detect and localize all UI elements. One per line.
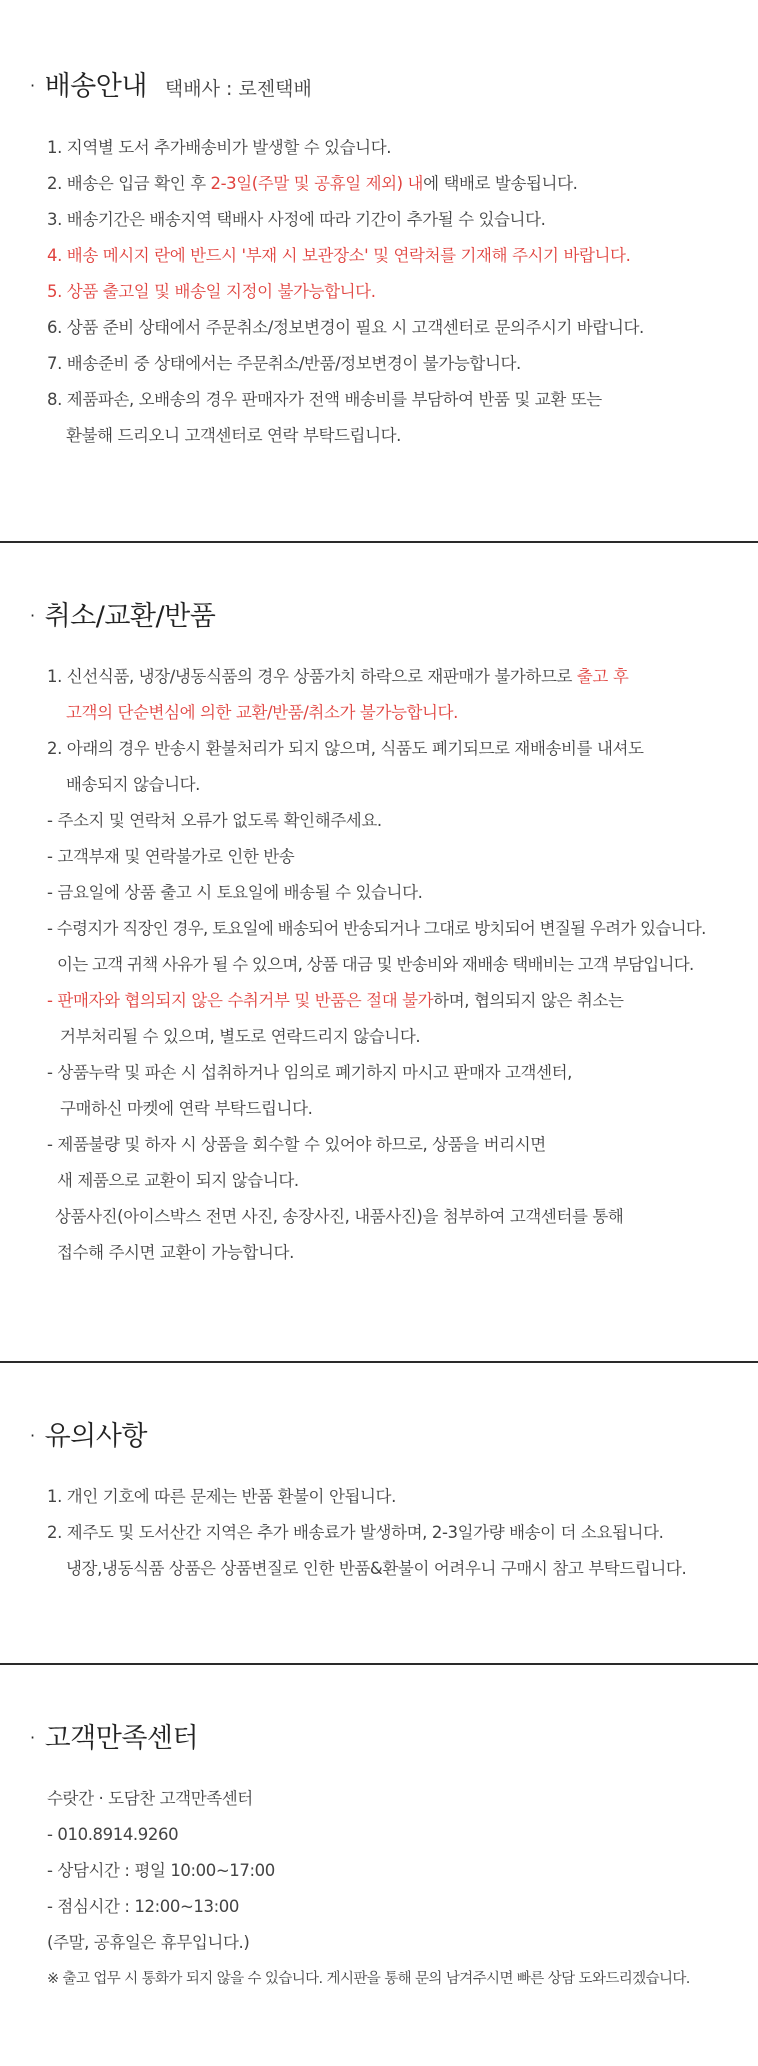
returns-line-1-pre: 1. 신선식품, 냉장/냉동식품의 경우 상품가치 하락으로 재판매가 불가하므로: [47, 667, 577, 686]
cs-heading: [30, 1716, 198, 1755]
returns-line-13: 구매하신 마켓에 연락 부탁드립니다.: [60, 1099, 313, 1118]
returns-line-9: 이는 고객 귀책 사유가 될 수 있으며, 상품 대금 및 반송비와 재배송 택배비는 고객 부담입니다.: [57, 955, 694, 974]
cs-hours: - 상담시간 : 평일 10:00~17:00: [47, 1861, 275, 1880]
returns-line-2: 고객의 단순변심에 의한 교환/반품/취소가 불가능합니다.: [66, 703, 458, 722]
returns-line-8: - 수령지가 직장인 경우, 토요일에 배송되어 반송되거나 그대로 방치되어 변질될 우려가 있습니다.: [47, 919, 706, 938]
delivery-line-2-pre: 2. 배송은 입금 확인 후: [47, 174, 211, 193]
section-divider: [0, 1361, 758, 1363]
cs-lunch: - 점심시간 : 12:00~13:00: [47, 1897, 239, 1916]
cs-holiday: (주말, 공휴일은 휴무입니다.): [47, 1933, 250, 1952]
returns-line-5: - 주소지 및 연락처 오류가 없도록 확인해주세요.: [47, 811, 382, 830]
notice-line-3: 냉장,냉동식품 상품은 상품변질로 인한 반품&환불이 어려우니 구매시 참고 부탁드립니다.: [66, 1559, 687, 1578]
bullet-dot: ·: [30, 1728, 35, 1747]
returns-line-10: [47, 989, 623, 1013]
notice-line-1: 1. 개인 기호에 따른 문제는 반품 환불이 안됩니다.: [47, 1487, 396, 1506]
notice-title: 유의사항: [44, 1421, 147, 1452]
section-divider: [0, 1663, 758, 1665]
delivery-line-7: 7. 배송준비 중 상태에서는 주문취소/반품/정보변경이 불가능합니다.: [47, 354, 521, 373]
delivery-title: 배송안내: [44, 71, 147, 102]
returns-title: 취소/교환/반품: [44, 601, 216, 632]
notice-heading: [30, 1414, 147, 1453]
returns-line-11: 거부처리될 수 있으며, 별도로 연락드리지 않습니다.: [60, 1027, 421, 1046]
delivery-line-8: 8. 제품파손, 오배송의 경우 판매자가 전액 배송비를 부담하여 반품 및 교환 또는: [47, 390, 602, 409]
returns-line-10-post: 하며, 협의되지 않은 취소는: [433, 991, 624, 1010]
returns-line-16: 상품사진(아이스박스 전면 사진, 송장사진, 내품사진)을 첨부하여 고객센터를 통해: [55, 1207, 624, 1226]
bullet-dot: ·: [30, 1426, 35, 1445]
returns-line-17: 접수해 주시면 교환이 가능합니다.: [57, 1243, 294, 1262]
notice-line-2: 2. 제주도 및 도서산간 지역은 추가 배송료가 발생하며, 2-3일가량 배송이 더 소요됩니다.: [47, 1523, 664, 1542]
delivery-line-1: 1. 지역별 도서 추가배송비가 발생할 수 있습니다.: [47, 138, 392, 157]
returns-line-12: - 상품누락 및 파손 시 섭취하거나 임의로 폐기하지 마시고 판매자 고객센터,: [47, 1063, 573, 1082]
returns-line-7: - 금요일에 상품 출고 시 토요일에 배송될 수 있습니다.: [47, 883, 423, 902]
cs-phone: - 010.8914.9260: [47, 1825, 179, 1844]
returns-line-14: - 제품불량 및 하자 시 상품을 회수할 수 있어야 하므로, 상품을 버리시면: [47, 1135, 546, 1154]
delivery-line-3: 3. 배송기간은 배송지역 택배사 사정에 따라 기간이 추가될 수 있습니다.: [47, 210, 546, 229]
bullet-dot: ·: [30, 606, 35, 625]
returns-line-4: 배송되지 않습니다.: [66, 775, 201, 794]
delivery-carrier: 택배사 : 로젠택배: [164, 78, 312, 100]
returns-line-15: 새 제품으로 교환이 되지 않습니다.: [57, 1171, 299, 1190]
returns-line-6: - 고객부재 및 연락불가로 인한 반송: [47, 847, 295, 866]
section-divider: [0, 541, 758, 543]
cs-note: ※ 출고 업무 시 통화가 되지 않을 수 있습니다. 게시판을 통해 문의 남겨주시면 빠른 상담 도와드리겠습니다.: [47, 1971, 690, 1987]
returns-line-10-highlight: - 판매자와 협의되지 않은 수취거부 및 반품은 절대 불가: [47, 991, 434, 1010]
bullet-dot: ·: [30, 76, 35, 95]
returns-line-3: 2. 아래의 경우 반송시 환불처리가 되지 않으며, 식품도 폐기되므로 재배송비를 내셔도: [47, 739, 644, 758]
cs-title: 고객만족센터: [44, 1723, 199, 1754]
delivery-line-6: 6. 상품 준비 상태에서 주문취소/정보변경이 필요 시 고객센터로 문의주시기 바랍니다.: [47, 318, 644, 337]
delivery-heading: [30, 64, 312, 103]
delivery-line-5: 5. 상품 출고일 및 배송일 지정이 불가능합니다.: [47, 282, 376, 301]
returns-line-1: [47, 665, 628, 689]
returns-line-1-highlight: 출고 후: [576, 667, 629, 686]
delivery-line-8-cont: 환불해 드리오니 고객센터로 연락 부탁드립니다.: [66, 426, 402, 445]
delivery-line-2-post: 에 택배로 발송됩니다.: [423, 174, 578, 193]
delivery-line-4: 4. 배송 메시지 란에 반드시 '부재 시 보관장소' 및 연락처를 기재해 주시기 바랍니다.: [47, 246, 631, 265]
cs-center-name: 수랏간 · 도담찬 고객만족센터: [47, 1789, 253, 1808]
delivery-line-2-highlight: 2-3일(주말 및 공휴일 제외) 내: [210, 174, 424, 193]
delivery-line-2: [47, 172, 577, 196]
returns-heading: [30, 594, 215, 633]
